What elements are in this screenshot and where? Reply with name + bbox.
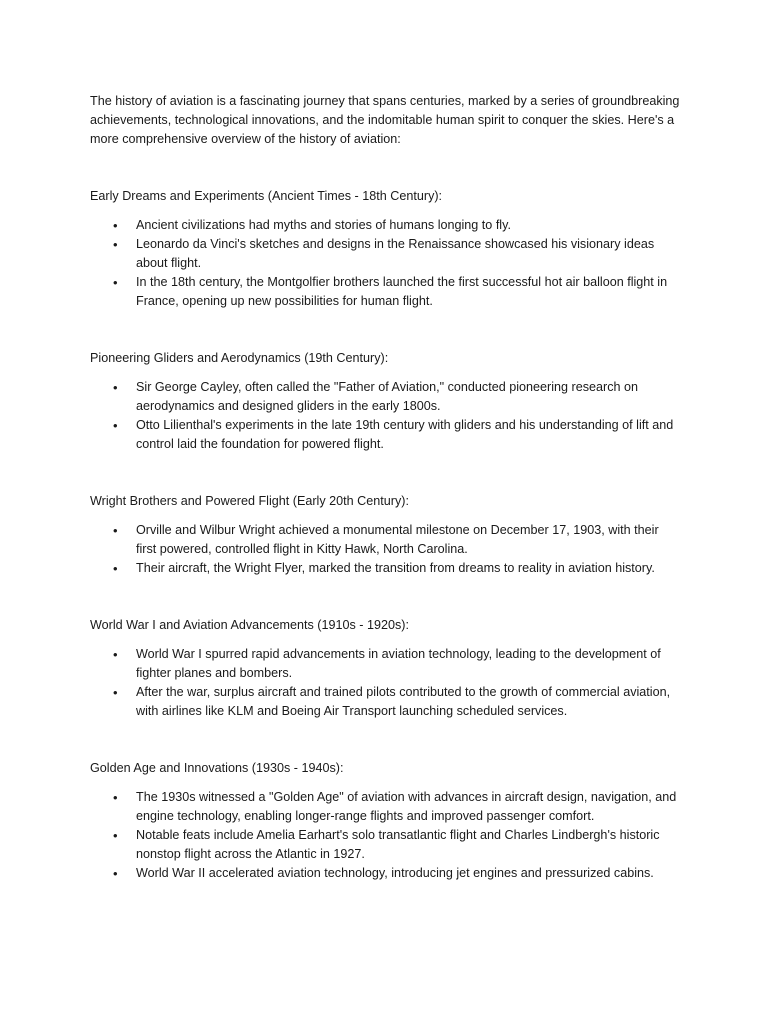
list-item-text: Orville and Wilbur Wright achieved a monumental milestone on December 17, 1903, with their first powered, controlled flight in Kitty Hawk, North Carolina. [136,523,659,556]
list-item-text: Sir George Cayley, often called the "Father of Aviation," conducted pioneering research on aerodynamics and designed gliders in the early 1800s. [136,380,639,413]
section-wright-brothers [90,492,680,578]
list-item-text: World War I spurred rapid advancements in aviation technology, leading to the development of fighter planes and bombers. [136,647,661,680]
bullet-icon: • [113,685,118,700]
bullet-icon: • [113,790,118,805]
list-item [90,559,680,578]
document-page [90,92,680,883]
section-pioneering-gliders [90,349,680,454]
list-item [90,788,680,826]
section-early-dreams [90,187,680,311]
bullet-icon: • [113,561,118,576]
bullet-list [90,378,680,454]
list-item [90,683,680,721]
section-heading: Pioneering Gliders and Aerodynamics (19th Century): [90,351,389,365]
section-heading: Early Dreams and Experiments (Ancient Times - 18th Century): [90,189,443,203]
sections-container [90,187,680,883]
list-item [90,521,680,559]
bullet-icon: • [113,380,118,395]
bullet-icon: • [113,866,118,881]
bullet-icon: • [113,218,118,233]
list-item [90,235,680,273]
section-heading: Golden Age and Innovations (1930s - 1940s): [90,761,344,775]
bullet-icon: • [113,418,118,433]
list-item-text: After the war, surplus aircraft and trained pilots contributed to the growth of commercial aviation, with airlines like KLM and Boeing Air Transport launching scheduled services. [136,685,671,718]
bullet-icon: • [113,828,118,843]
bullet-icon: • [113,523,118,538]
list-item [90,864,680,883]
bullet-list [90,788,680,883]
list-item [90,416,680,454]
list-item [90,216,680,235]
intro-paragraph: The history of aviation is a fascinating journey that spans centuries, marked by a series of groundbreaking achievements, technological innovations, and the indomitable human spirit to conquer the skies. Here's a more comprehensive overview of the history of aviation: [90,94,680,146]
list-item-text: Their aircraft, the Wright Flyer, marked the transition from dreams to reality in aviation history. [136,561,655,575]
bullet-list [90,216,680,311]
list-item-text: Notable feats include Amelia Earhart's solo transatlantic flight and Charles Lindbergh's historic nonstop flight across the Atlantic in 1927. [136,828,660,861]
list-item [90,645,680,683]
bullet-list [90,521,680,578]
section-golden-age [90,759,680,883]
list-item [90,826,680,864]
bullet-icon: • [113,275,118,290]
list-item-text: World War II accelerated aviation technology, introducing jet engines and pressurized cabins. [136,866,654,880]
list-item-text: In the 18th century, the Montgolfier brothers launched the first successful hot air balloon flight in France, opening up new possibilities for human flight. [136,275,668,308]
list-item-text: Ancient civilizations had myths and stories of humans longing to fly. [136,218,511,232]
section-heading: Wright Brothers and Powered Flight (Early 20th Century): [90,494,409,508]
list-item-text: Leonardo da Vinci's sketches and designs in the Renaissance showcased his visionary ideas about flight. [136,237,655,270]
bullet-icon: • [113,237,118,252]
list-item [90,273,680,311]
section-heading: World War I and Aviation Advancements (1910s - 1920s): [90,618,409,632]
list-item [90,378,680,416]
bullet-icon: • [113,647,118,662]
bullet-list [90,645,680,721]
list-item-text: Otto Lilienthal's experiments in the late 19th century with gliders and his understanding of lift and control laid the foundation for powered flight. [136,418,674,451]
section-world-war-one [90,616,680,721]
list-item-text: The 1930s witnessed a "Golden Age" of aviation with advances in aircraft design, navigation, and engine technology, enabling longer-range flights and improved passenger comfort. [136,790,677,823]
